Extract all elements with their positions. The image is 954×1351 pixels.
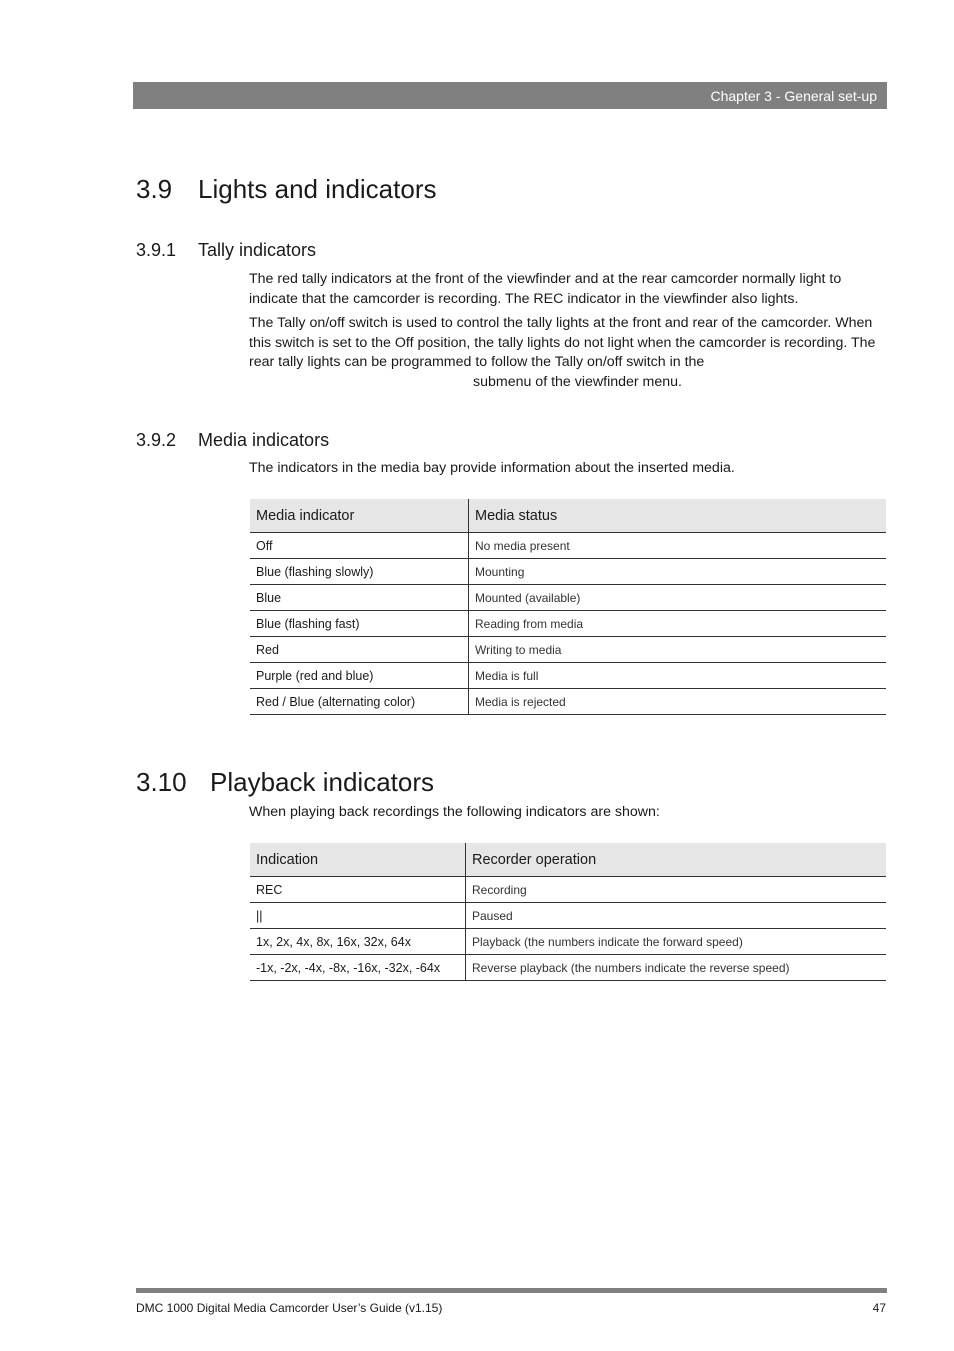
subsection-number: 3.9.1 xyxy=(136,240,177,260)
section-heading-3-9 xyxy=(136,174,436,205)
column-header: Indication xyxy=(250,843,466,877)
table-header-row xyxy=(250,499,886,533)
table-row xyxy=(250,689,886,715)
table-cell: Media is full xyxy=(469,663,887,689)
section-number: 3.10 xyxy=(136,767,187,797)
table-cell: Reading from media xyxy=(469,611,887,637)
subsection-number: 3.9.2 xyxy=(136,430,177,450)
table-row xyxy=(250,929,886,955)
subsection-heading-3-9-2 xyxy=(136,430,329,451)
text: switch is used to control the tally lights at the front and rear of the camcorder. When this switch is set to the xyxy=(249,315,873,351)
table-cell: Writing to media xyxy=(469,637,887,663)
text: The red tally indicators at the front of the viewfinder and at the rear camcorder normally light to indicate that the camcorder is recording. The xyxy=(249,271,842,307)
table-row xyxy=(250,559,886,585)
tally-switch-term: Tally on/off xyxy=(277,315,345,331)
table-cell: Blue (flashing slowly) xyxy=(250,559,469,585)
table-cell: || xyxy=(250,903,466,929)
tally-paragraph-2 xyxy=(249,314,889,392)
table-row xyxy=(250,877,886,903)
text: switch in the xyxy=(622,354,705,370)
column-header: Media indicator xyxy=(250,499,469,533)
footer-bar xyxy=(136,1288,887,1293)
table-cell: 1x, 2x, 4x, 8x, 16x, 32x, 64x xyxy=(250,929,466,955)
table-cell: No media present xyxy=(469,533,887,559)
section-title: Lights and indicators xyxy=(198,174,437,204)
subsection-title: Tally indicators xyxy=(198,240,317,260)
column-header: Recorder operation xyxy=(466,843,887,877)
column-header: Media status xyxy=(469,499,887,533)
text: submenu of the viewfinder menu. xyxy=(473,373,682,390)
table-cell: Paused xyxy=(466,903,887,929)
media-indicator-table xyxy=(250,499,886,715)
table-cell: Blue (flashing fast) xyxy=(250,611,469,637)
chapter-title: Chapter 3 - General set-up xyxy=(710,87,877,104)
table-cell: Mounting xyxy=(469,559,887,585)
section-number: 3.9 xyxy=(136,174,173,204)
table-row xyxy=(250,611,886,637)
table-cell: -1x, -2x, -4x, -8x, -16x, -32x, -64x xyxy=(250,955,466,981)
subsection-heading-3-9-1 xyxy=(136,240,316,261)
table-cell: Off xyxy=(250,533,469,559)
table-row xyxy=(250,663,886,689)
table-row xyxy=(250,533,886,559)
text: position, the tally lights do not light when the camcorder is recording. The rear tally lights can be programmed to follow the xyxy=(249,334,876,370)
table-cell: Red xyxy=(250,637,469,663)
text: indicator in the viewfinder also lights. xyxy=(563,290,799,307)
table-header-row xyxy=(250,843,886,877)
tally-switch-term: Tally on/off xyxy=(554,354,623,370)
table-cell: Mounted (available) xyxy=(469,585,887,611)
table-row xyxy=(250,637,886,663)
footer-doc-title: DMC 1000 Digital Media Camcorder User’s Guide (v1.15) xyxy=(136,1301,443,1315)
playback-intro: When playing back recordings the following indicators are shown: xyxy=(249,804,660,820)
table-row xyxy=(250,903,886,929)
table-cell: Reverse playback (the numbers indicate the reverse speed) xyxy=(466,955,887,981)
section-heading-3-10 xyxy=(136,767,434,798)
table-cell: Media is rejected xyxy=(469,689,887,715)
subsection-title: Media indicators xyxy=(198,430,330,450)
playback-indicator-table xyxy=(250,843,886,981)
text: The xyxy=(249,315,278,331)
off-term: Off xyxy=(394,334,414,351)
chapter-header-bar xyxy=(133,82,887,109)
table-row xyxy=(250,585,886,611)
media-intro: The indicators in the media bay provide information about the inserted media. xyxy=(249,460,735,476)
table-cell: REC xyxy=(250,877,466,903)
table-cell: Blue xyxy=(250,585,469,611)
table-cell: Red / Blue (alternating color) xyxy=(250,689,469,715)
table-row xyxy=(250,955,886,981)
rec-term: REC xyxy=(533,290,564,307)
page-number: 47 xyxy=(872,1301,886,1315)
section-title: Playback indicators xyxy=(210,767,434,797)
tally-paragraph-1 xyxy=(249,270,889,309)
table-cell: Playback (the numbers indicate the forward speed) xyxy=(466,929,887,955)
table-cell: Purple (red and blue) xyxy=(250,663,469,689)
table-cell: Recording xyxy=(466,877,887,903)
